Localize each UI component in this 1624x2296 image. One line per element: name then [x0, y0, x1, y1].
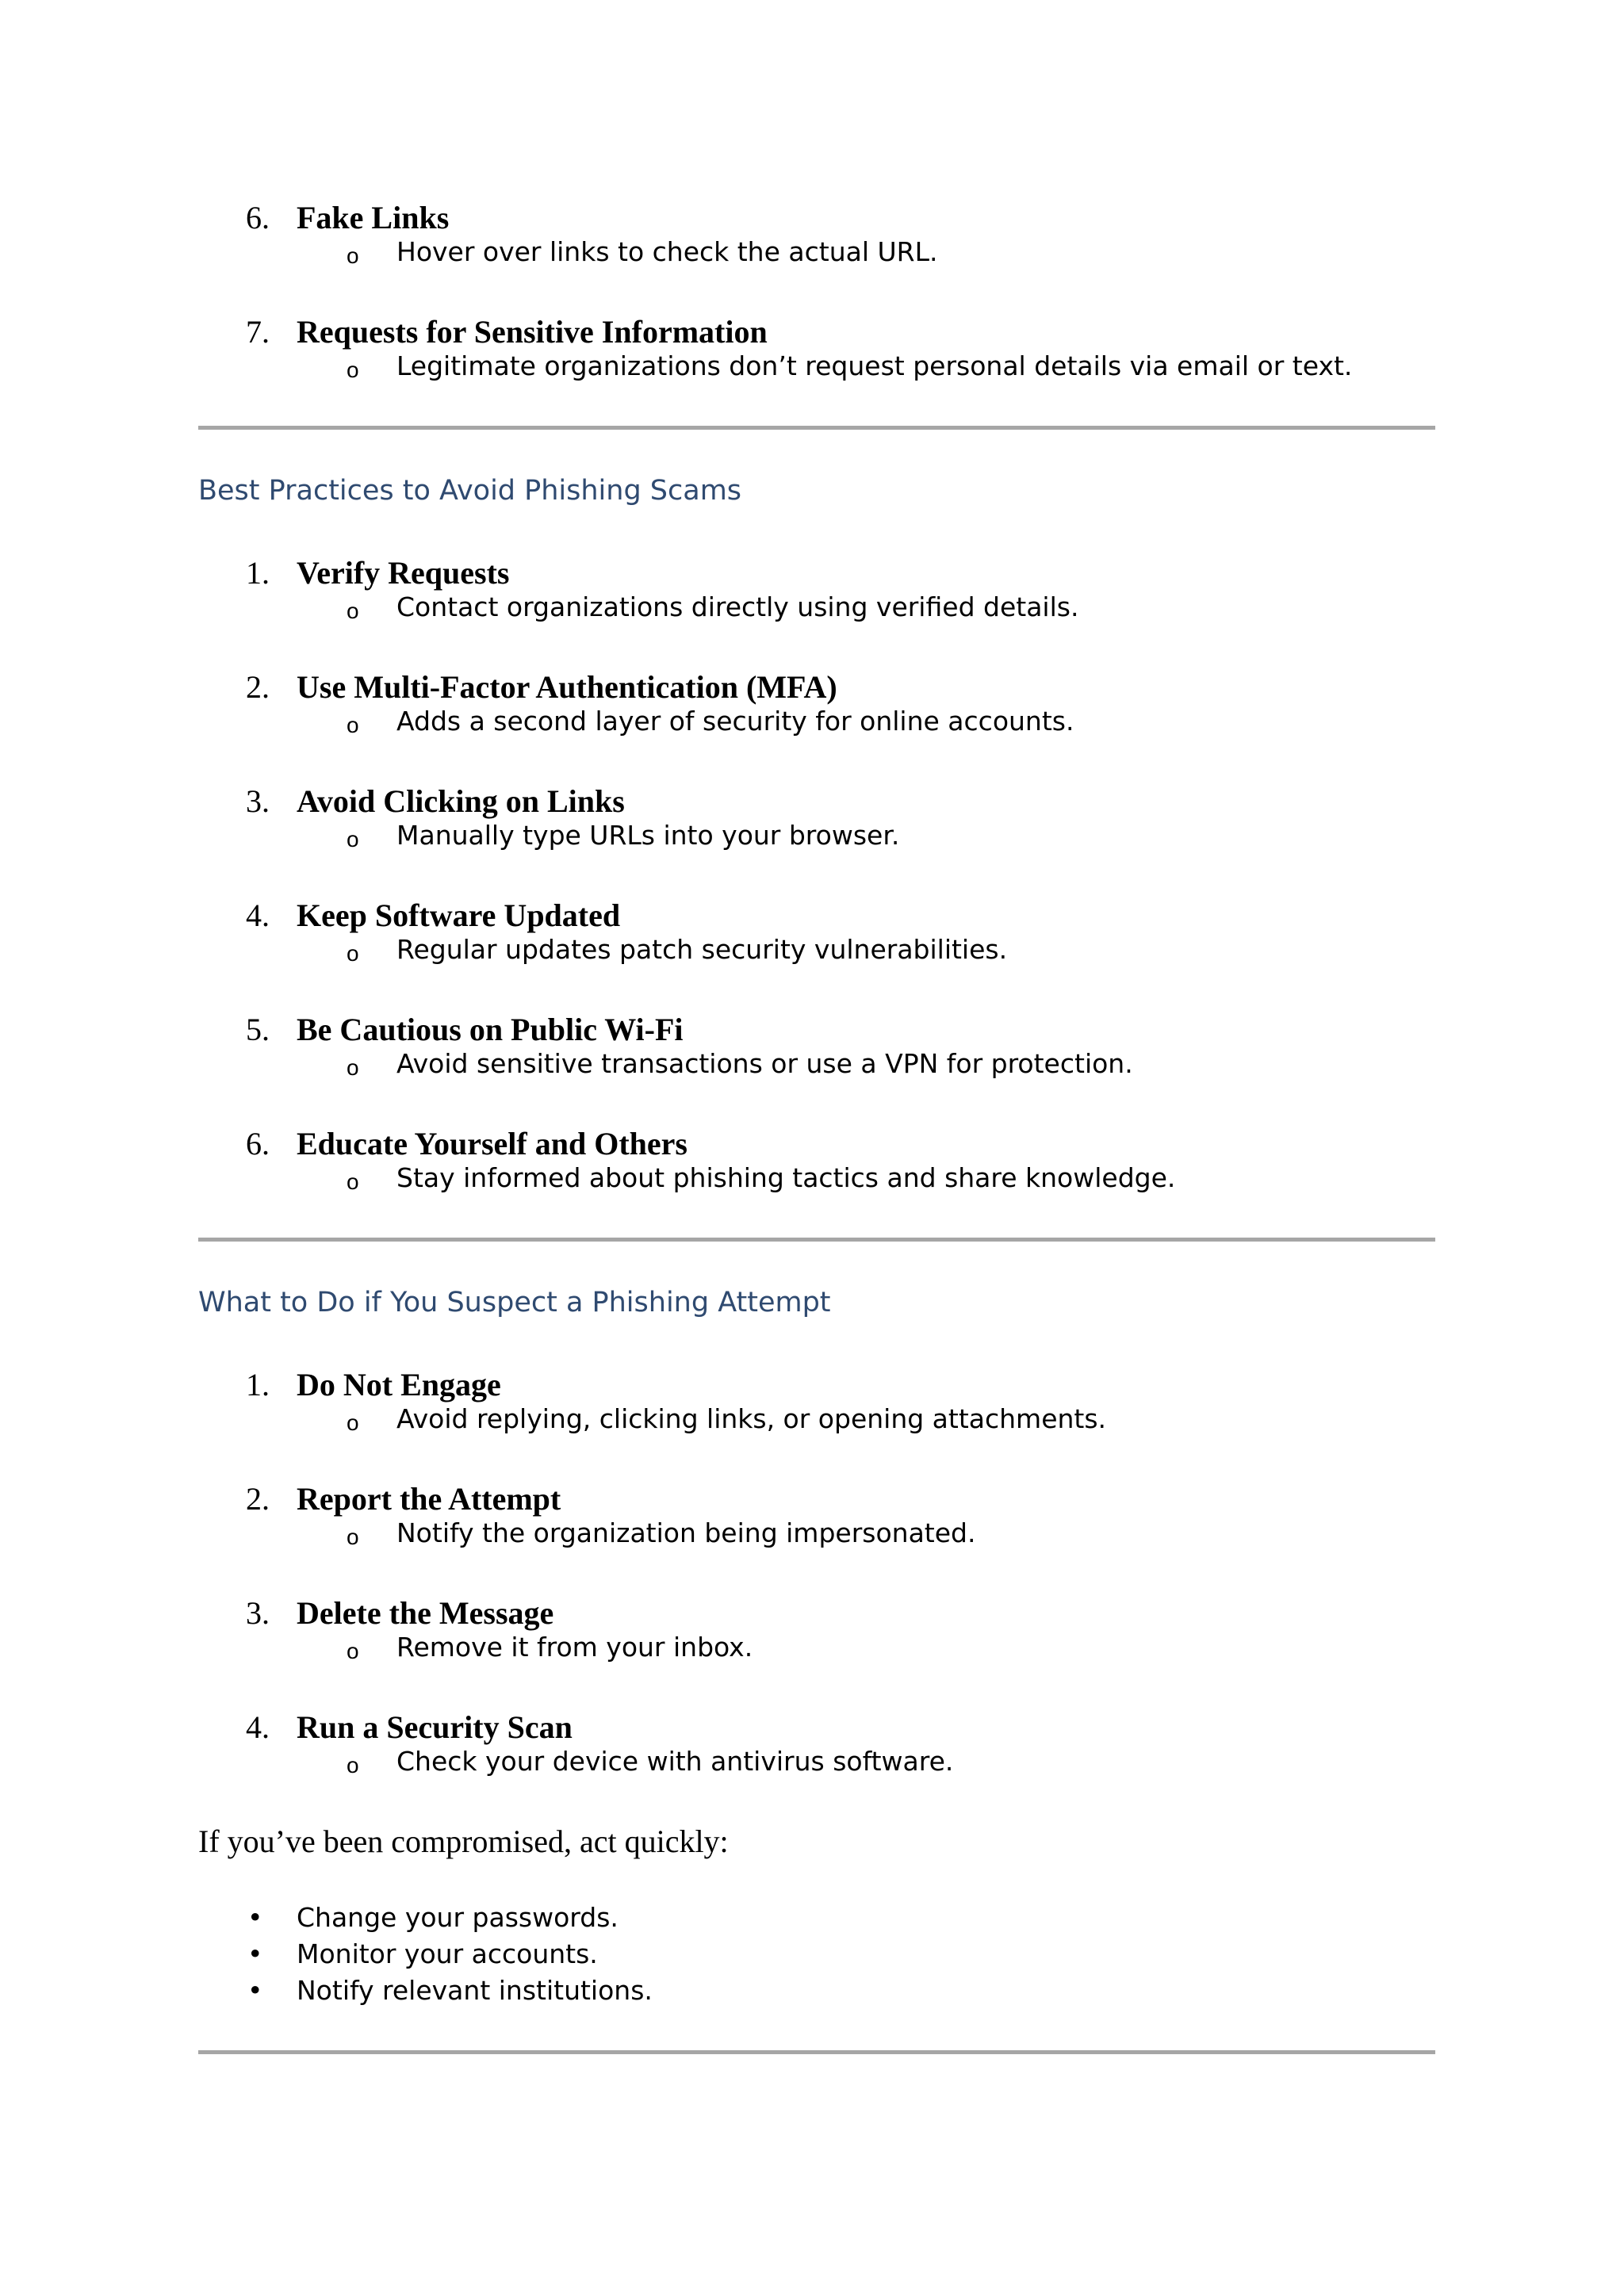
sub-bullet-marker: o	[347, 1055, 359, 1080]
horizontal-rule	[198, 2050, 1435, 2054]
list-item	[198, 1364, 1435, 1441]
section-heading-suspect-phishing: What to Do if You Suspect a Phishing Attempt	[198, 1287, 831, 1318]
item-title: Keep Software Updated	[297, 897, 621, 933]
item-title: Run a Security Scan	[297, 1709, 573, 1745]
item-number: 3.	[246, 783, 270, 819]
item-title: Be Cautious on Public Wi-Fi	[297, 1012, 684, 1047]
sub-bullet-marker: o	[347, 599, 359, 623]
list-item	[198, 553, 1435, 629]
item-title: Use Multi-Factor Authentication (MFA)	[297, 669, 837, 705]
item-description: Check your device with antivirus software.	[396, 1746, 954, 1777]
item-number: 6.	[246, 1126, 270, 1161]
item-title: Educate Yourself and Others	[297, 1126, 688, 1161]
item-description: Remove it from your inbox.	[396, 1632, 753, 1663]
bullet-text: Notify relevant institutions.	[297, 1975, 653, 2006]
list-item	[198, 781, 1435, 857]
item-title: Do Not Engage	[297, 1367, 501, 1402]
sub-bullet-marker: o	[347, 243, 359, 268]
item-description: Hover over links to check the actual URL.	[396, 236, 938, 267]
item-number: 6.	[246, 200, 270, 235]
item-number: 1.	[246, 555, 270, 591]
item-description: Contact organizations directly using verified details.	[396, 591, 1079, 622]
list-item-fake-links	[198, 197, 1435, 274]
item-number: 4.	[246, 1709, 270, 1745]
bullet-item	[198, 1900, 1435, 1936]
compromised-intro: If you’ve been compromised, act quickly:	[198, 1823, 729, 1859]
item-title: Requests for Sensitive Information	[297, 314, 768, 350]
list-item	[198, 1593, 1435, 1669]
horizontal-rule	[198, 426, 1435, 430]
item-number: 2.	[246, 1481, 270, 1517]
item-description: Adds a second layer of security for online accounts.	[396, 706, 1074, 737]
bullet-marker: •	[247, 1902, 263, 1933]
list-item	[198, 1123, 1435, 1200]
sub-bullet-marker: o	[347, 1169, 359, 1194]
list-item-sensitive-info	[198, 312, 1435, 388]
list-item	[198, 1479, 1435, 1555]
bullet-item	[198, 1973, 1435, 2009]
list-item	[198, 1009, 1435, 1085]
item-description: Regular updates patch security vulnerabilities.	[396, 934, 1008, 965]
item-number: 3.	[246, 1595, 270, 1631]
item-description: Notify the organization being impersonated.	[396, 1517, 976, 1548]
item-number: 4.	[246, 897, 270, 933]
sub-bullet-marker: o	[347, 713, 359, 737]
bullet-marker: •	[247, 1938, 263, 1969]
sub-bullet-marker: o	[347, 941, 359, 966]
item-description: Avoid sensitive transactions or use a VPN for protection.	[396, 1048, 1133, 1079]
sub-bullet-marker: o	[347, 1753, 359, 1777]
bullet-text: Change your passwords.	[297, 1902, 619, 1933]
list-item	[198, 1707, 1435, 1783]
section-heading-best-practices: Best Practices to Avoid Phishing Scams	[198, 475, 742, 507]
item-number: 1.	[246, 1367, 270, 1402]
item-title: Avoid Clicking on Links	[297, 783, 625, 819]
sub-bullet-marker: o	[347, 1525, 359, 1549]
sub-bullet-marker: o	[347, 827, 359, 851]
document-page	[198, 0, 1435, 2296]
sub-bullet-marker: o	[347, 358, 359, 382]
item-number: 5.	[246, 1012, 270, 1047]
item-description: Avoid replying, clicking links, or opening attachments.	[396, 1403, 1107, 1434]
bullet-item	[198, 1936, 1435, 1973]
item-title: Fake Links	[297, 200, 450, 235]
sub-bullet-marker: o	[347, 1410, 359, 1435]
sub-bullet-marker: o	[347, 1639, 359, 1663]
item-description: Stay informed about phishing tactics and share knowledge.	[396, 1162, 1176, 1193]
item-description: Legitimate organizations don’t request personal details via email or text.	[396, 350, 1353, 381]
item-number: 2.	[246, 669, 270, 705]
list-item	[198, 667, 1435, 743]
item-number: 7.	[246, 314, 270, 350]
bullet-text: Monitor your accounts.	[297, 1938, 598, 1969]
item-title: Verify Requests	[297, 555, 510, 591]
item-title: Delete the Message	[297, 1595, 554, 1631]
bullet-marker: •	[247, 1975, 263, 2006]
item-description: Manually type URLs into your browser.	[396, 820, 900, 851]
item-title: Report the Attempt	[297, 1481, 561, 1517]
horizontal-rule	[198, 1238, 1435, 1242]
list-item	[198, 895, 1435, 971]
